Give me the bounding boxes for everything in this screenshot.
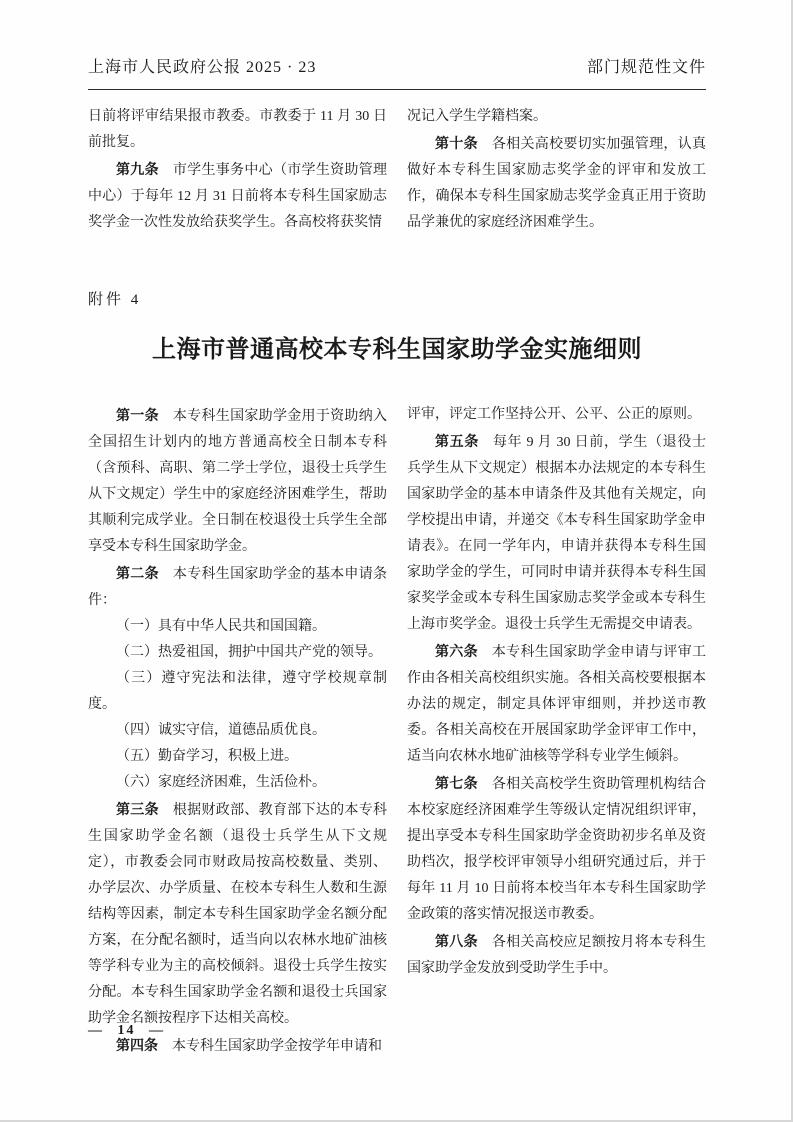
list-item-1 <box>88 614 387 640</box>
list-item-5 <box>88 744 387 770</box>
paragraph-text: 每年 9 月 30 日前，学生（退役士兵学生从下文规定）根据本办法规定的本专科生国家助学金的基本申请条件及其他有关规定，向学校提出申请，并递交《本专科生国家助学金申请表》。在同一学年内，申请并获得本专科生国家助学金的学生，可同时申请并获得本专科生国家奖学金或本专科生国家励志奖学金或本专科生上海市奖学金。退役士兵学生无需提交申请表。 <box>407 435 706 632</box>
paragraph-text: 各相关高校应足额按月将本专科生国家助学金发放到受助学生手中。 <box>407 935 707 976</box>
paragraph-text: 本专科生国家助学金的基本申请条件： <box>88 567 388 608</box>
paragraph-text: （三）遵守宪法和法律，遵守学校规章制度。 <box>88 671 387 712</box>
list-item-3 <box>88 666 387 718</box>
paragraph-continuation <box>407 402 706 428</box>
paragraph-text: 评审，评定工作坚持公开、公平、公正的原则。 <box>407 407 701 422</box>
article-number-label: 第四条 <box>116 1037 158 1053</box>
paragraph-text: 本专科生国家助学金用于资助纳入全国招生计划内的地方普通高校全日制本专科（含预科、高职、第二学士学位，退役士兵学生从下文规定）学生中的家庭经济困难学生，帮助其顺利完成学业。全日制在校退役士兵学生全部享受本专科生国家助学金。 <box>88 409 388 554</box>
paragraph-article-5 <box>407 428 706 638</box>
article-number-label: 第三条 <box>116 801 159 817</box>
paragraph-text: 本专科生国家助学金按学年申请和 <box>172 1039 382 1054</box>
paragraph-text: 各相关高校要切实加强管理，认真做好本专科生国家励志奖学金的评审和发放工作，确保本专科生国家励志奖学金真正用于资助品学兼优的家庭经济困难学生。 <box>407 137 707 230</box>
page-header <box>88 0 706 90</box>
article-number-label: 第六条 <box>435 643 478 659</box>
page-content <box>88 0 706 1060</box>
page-number: — 14 — <box>88 1023 165 1038</box>
article-number-label: 第十条 <box>435 135 478 151</box>
paragraph-continuation <box>407 104 706 130</box>
paragraph-text: 本专科生国家助学金申请与评审工作由各相关高校组织实施。各相关高校要根据本办法的规定，制定具体评审细则，并抄送市教委。各相关高校在开展国家助学金评审工作中，适当向农林水地矿油核等学科专业学生倾斜。 <box>407 645 707 764</box>
article-number-label: 第八条 <box>435 933 478 949</box>
paragraph-article-2 <box>88 560 387 614</box>
paragraph-article-8 <box>407 928 706 982</box>
paragraph-text: （六）家庭经济困难，生活俭朴。 <box>116 775 326 790</box>
paragraph-article-1 <box>88 402 387 560</box>
list-item-2 <box>88 640 387 666</box>
paragraph-article-7 <box>407 770 706 928</box>
paragraph-continuation <box>88 104 387 156</box>
paragraph-text: 根据财政部、教育部下达的本专科生国家助学金名额（退役士兵学生从下文规定），市教委会同市财政局按高校数量、类别、办学层次、办学质量、在校本专科生人数和生源结构等因素，制定本专科生国家助学金名额分配方案，在分配名额时，适当向以农林水地矿油核等学科专业为主的高校倾斜。退役士兵学生按实分配。本专科生国家助学金名额和退役士兵国家助学金名额按程序下达相关高校。 <box>88 803 388 1026</box>
paragraph-article-3 <box>88 796 387 1032</box>
paragraph-text: （二）热爱祖国，拥护中国共产党的领导。 <box>116 645 382 660</box>
paragraph-text: 况记入学生学籍档案。 <box>407 109 547 124</box>
paragraph-article-10 <box>407 130 706 236</box>
article-number-label: 第二条 <box>116 565 159 581</box>
paragraph-article-9 <box>88 156 387 236</box>
paragraph-text: （一）具有中华人民共和国国籍。 <box>116 619 326 634</box>
body-left-column <box>88 402 387 1060</box>
list-item-6 <box>88 770 387 796</box>
article-number-label: 第五条 <box>435 433 479 449</box>
article-number-label: 第九条 <box>116 161 159 177</box>
body-right-column <box>407 402 706 1060</box>
paragraph-text: 各相关高校学生资助管理机构结合本校家庭经济困难学生等级认定情况组织评审，提出享受本专科生国家助学金资助初步名单及资助档次，报学校评审领导小组研究通过后，并于每年 11 月 10 日前将本校当年本专科生国家助学金政策的落实情况报送市教委。 <box>407 777 707 922</box>
paragraph-text: （四）诚实守信，道德品质优良。 <box>116 723 326 738</box>
paragraph-text: （五）勤奋学习，积极上进。 <box>116 749 298 764</box>
article-number-label: 第七条 <box>435 775 478 791</box>
document-title: 上海市普通高校本专科生国家助学金实施细则 <box>152 336 642 363</box>
attachment-label: 附件 4 <box>88 292 142 308</box>
continuation-left-column <box>88 104 387 236</box>
article-number-label: 第一条 <box>116 407 159 423</box>
continuation-section <box>88 104 706 236</box>
document-category-label: 部门规范性文件 <box>586 59 706 76</box>
paragraph-text: 市学生事务中心（市学生资助管理中心）于每年 12 月 31 日前将本专科生国家励志奖学金一次性发放给获奖学生。各高校将获奖情 <box>88 163 388 230</box>
body-section <box>88 402 706 1060</box>
list-item-4 <box>88 718 387 744</box>
gazette-issue-title: 上海市人民政府公报 2025 · 23 <box>88 59 317 76</box>
paragraph-text: 日前将评审结果报市教委。市教委于 11 月 30 日前批复。 <box>88 109 387 150</box>
paragraph-article-6 <box>407 638 706 770</box>
continuation-right-column <box>407 104 706 236</box>
